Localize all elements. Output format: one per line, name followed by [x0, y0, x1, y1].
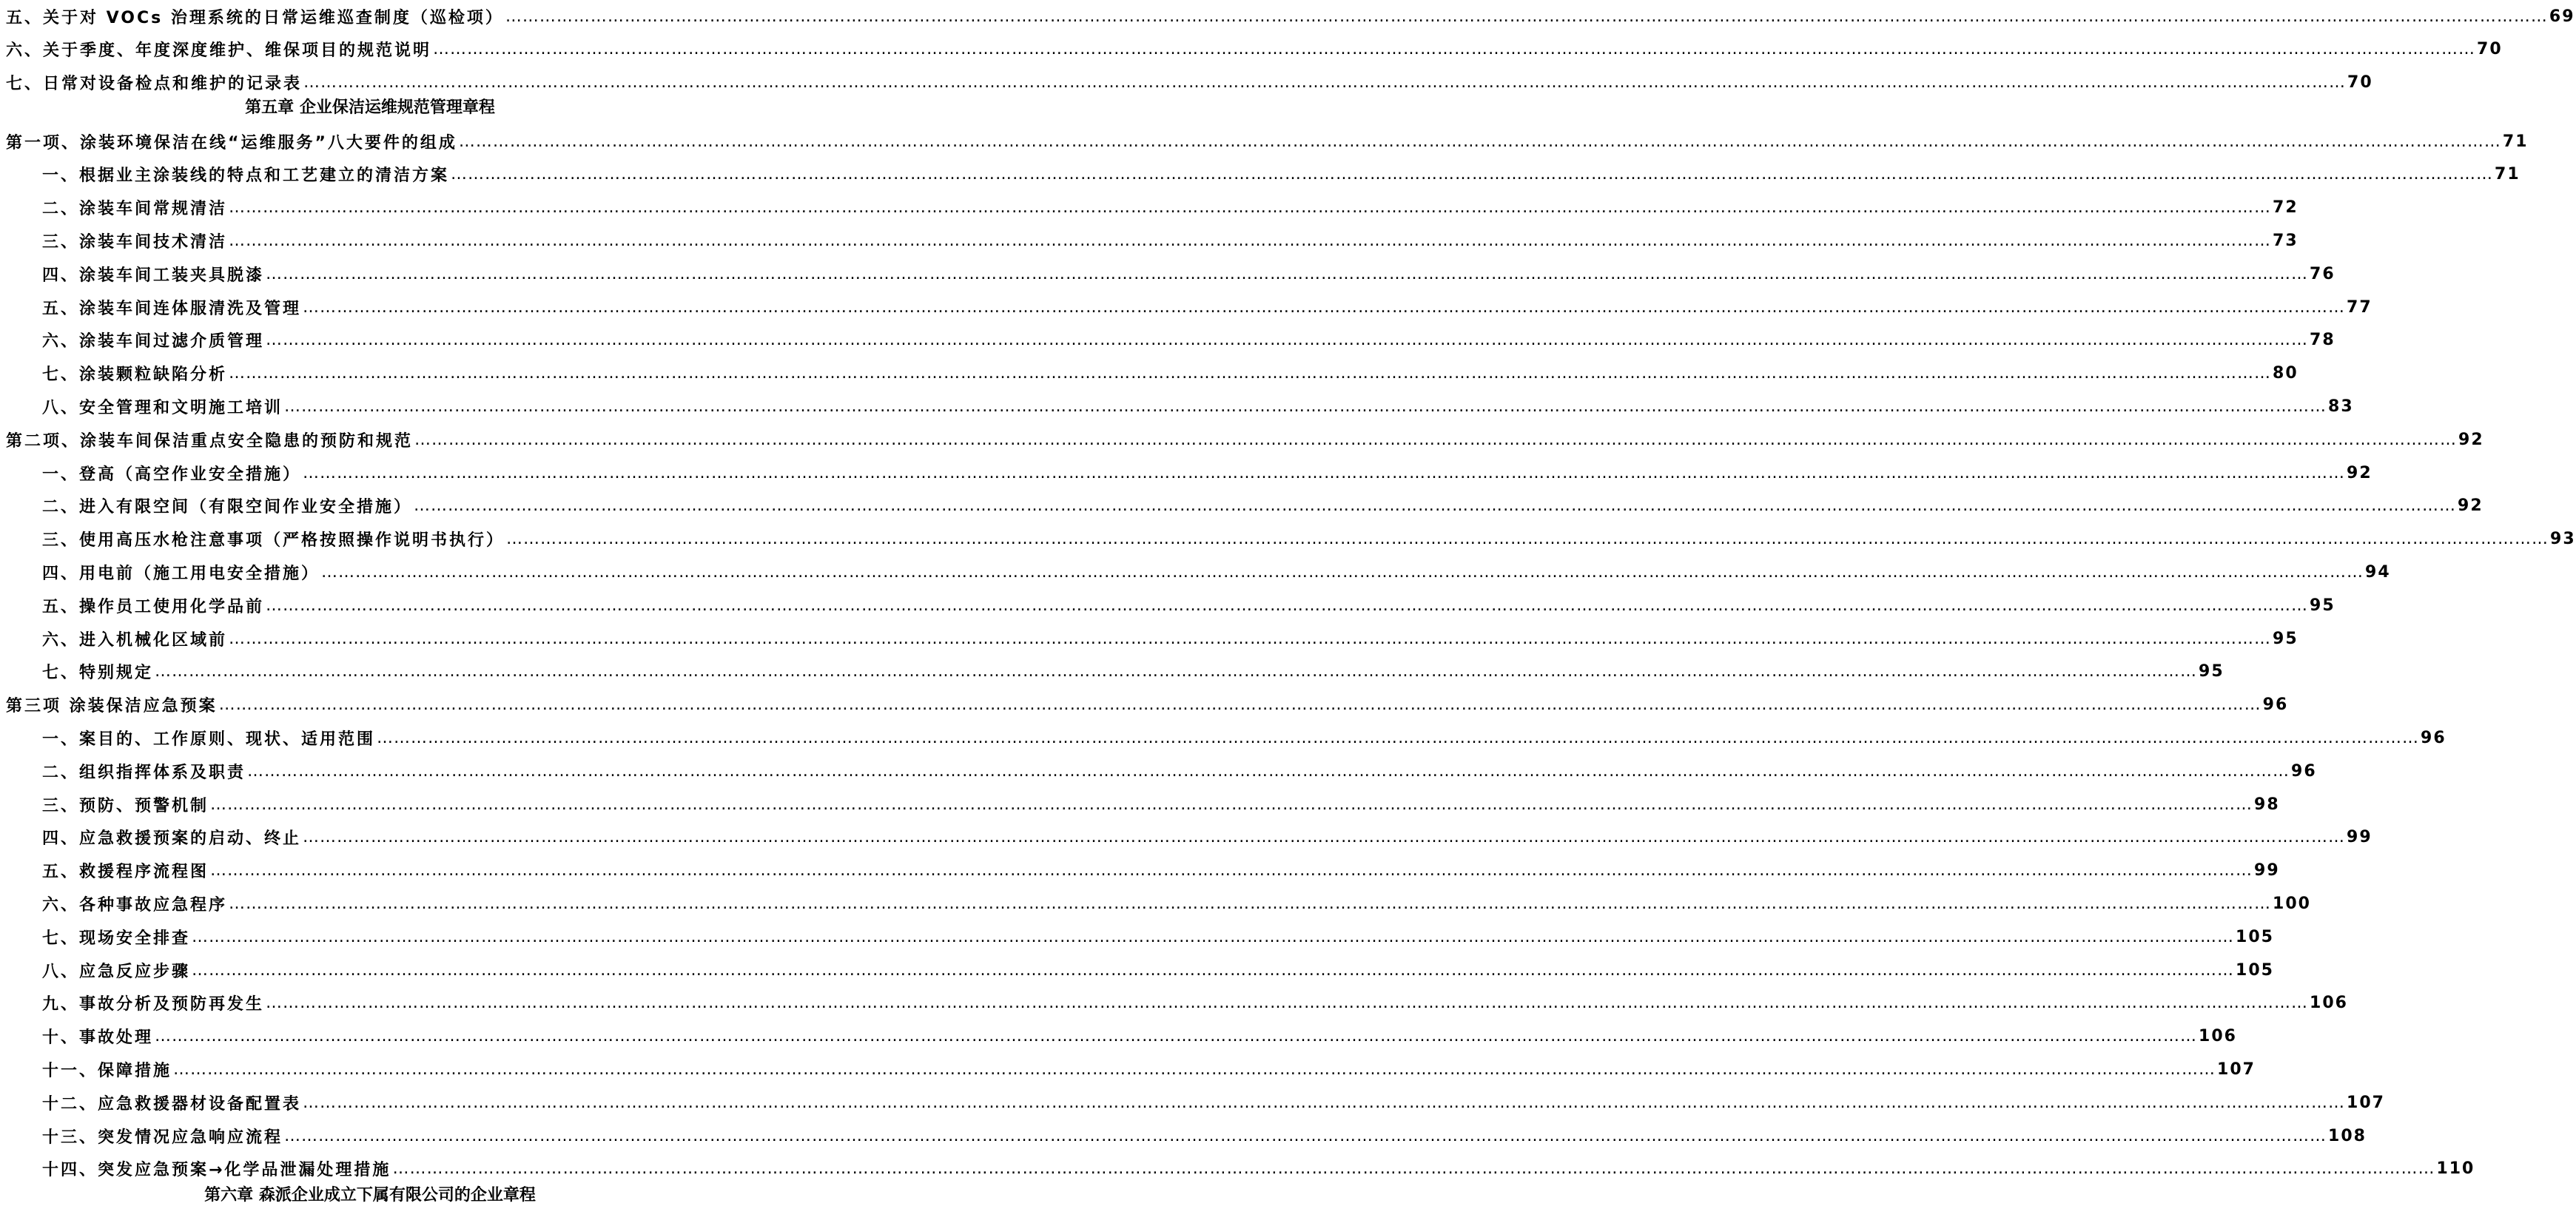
toc-entry-title: 三、涂装车间技术清洁: [42, 232, 228, 252]
dot-leader: ………………………………………………………………………………………………………………………………………………………………………………………………………………………………………………………………………………………………………………………………: [192, 960, 2235, 980]
toc-entry-page-number: 92: [2458, 496, 2483, 516]
toc-entry[interactable]: [42, 226, 2298, 255]
chapter-heading[interactable]: 第五章 企业保洁运维规范管理章程: [245, 98, 495, 117]
toc-entry-page-number: 107: [2217, 1060, 2256, 1079]
dot-leader: ………………………………………………………………………………………………………………………………………………………………………………………………………………………………………………………………………………………………………………………………: [303, 297, 2346, 317]
toc-entry[interactable]: [42, 856, 2280, 886]
toc-entry-page-number: 105: [2236, 927, 2274, 946]
dot-leader: ………………………………………………………………………………………………………………………………………………………………………………………………………………………………………………………………………………………………………………………………: [218, 696, 2261, 715]
toc-entry-title: 二、进入有限空间（有限空间作业安全措施）: [42, 498, 413, 517]
toc-entry-title: 十二、应急救援器材设备配置表: [42, 1094, 302, 1114]
toc-entry[interactable]: [6, 690, 2289, 720]
toc-entry[interactable]: [42, 292, 2372, 322]
toc-entry-page-number: 80: [2273, 364, 2298, 383]
toc-entry[interactable]: [6, 127, 2529, 156]
toc-entry-title: 二、组织指挥体系及职责: [42, 763, 246, 782]
toc-entry-page-number: 71: [2502, 132, 2529, 151]
toc-entry-title: 九、事故分析及预防再发生: [42, 995, 265, 1014]
toc-entry-page-number: 78: [2310, 331, 2335, 350]
toc-entry-page-number: 93: [2550, 530, 2576, 549]
toc-entry[interactable]: [42, 1154, 2475, 1184]
toc-entry-page-number: 71: [2495, 165, 2520, 184]
dot-leader: ………………………………………………………………………………………………………………………………………………………………………………………………………………………………………………………………………………………………………………………………: [210, 795, 2253, 814]
dot-leader: ………………………………………………………………………………………………………………………………………………………………………………………………………………………………………………………………………………………………………………………………: [266, 264, 2309, 283]
toc-entry[interactable]: [42, 458, 2372, 488]
toc-entry-page-number: 98: [2254, 795, 2280, 814]
toc-entry[interactable]: [42, 922, 2274, 952]
dot-leader: ………………………………………………………………………………………………………………………………………………………………………………………………………………………………………………………………………………………………………………………………: [505, 7, 2548, 26]
toc-entry-title: 四、应急救援预案的启动、终止: [42, 829, 302, 849]
dot-leader: ………………………………………………………………………………………………………………………………………………………………………………………………………………………………………………………………………………………………………………………………: [303, 1093, 2346, 1112]
toc-entry[interactable]: [42, 1022, 2237, 1051]
toc-entry[interactable]: [42, 789, 2280, 819]
toc-entry[interactable]: [42, 557, 2391, 587]
dot-leader: ………………………………………………………………………………………………………………………………………………………………………………………………………………………………………………………………………………………………………………………………: [321, 562, 2364, 582]
toc-entry[interactable]: [6, 425, 2484, 454]
dot-leader: ………………………………………………………………………………………………………………………………………………………………………………………………………………………………………………………………………………………………………………………………: [266, 994, 2309, 1013]
toc-entry-page-number: 73: [2273, 231, 2298, 250]
toc-entry-title: 十、事故处理: [42, 1028, 154, 1048]
toc-entry-title: 十一、保障措施: [42, 1061, 172, 1080]
toc-entry-page-number: 92: [2458, 430, 2484, 449]
dot-leader: ………………………………………………………………………………………………………………………………………………………………………………………………………………………………………………………………………………………………………………………………: [229, 231, 2272, 250]
toc-entry-title: 五、关于对 VOCs 治理系统的日常运维巡查制度（巡检项）: [6, 8, 504, 27]
toc-entry-page-number: 107: [2347, 1093, 2385, 1112]
toc-entry-page-number: 106: [2199, 1027, 2237, 1046]
toc-entry[interactable]: [42, 160, 2520, 189]
toc-entry[interactable]: [42, 326, 2335, 355]
toc-entry-title: 八、应急反应步骤: [42, 962, 191, 981]
toc-entry-page-number: 69: [2549, 7, 2575, 26]
toc-entry-page-number: 95: [2310, 596, 2335, 615]
toc-entry-title: 六、各种事故应急程序: [42, 895, 228, 915]
toc-entry[interactable]: [42, 1088, 2385, 1117]
toc-entry[interactable]: [42, 955, 2274, 985]
toc-entry-page-number: 100: [2273, 894, 2311, 913]
toc-entry[interactable]: [42, 657, 2224, 687]
dot-leader: ………………………………………………………………………………………………………………………………………………………………………………………………………………………………………………………………………………………………………………………………: [284, 1126, 2327, 1145]
dot-leader: ………………………………………………………………………………………………………………………………………………………………………………………………………………………………………………………………………………………………………………………………: [303, 828, 2346, 847]
toc-entry-title: 四、用电前（施工用电安全措施）: [42, 564, 320, 583]
toc-entry-page-number: 96: [2291, 761, 2317, 781]
toc-entry[interactable]: [42, 1054, 2256, 1084]
dot-leader: ………………………………………………………………………………………………………………………………………………………………………………………………………………………………………………………………………………………………………………………………: [229, 894, 2272, 913]
toc-entry-page-number: 83: [2328, 397, 2354, 416]
toc-entry-page-number: 99: [2347, 828, 2372, 847]
toc-entry-page-number: 96: [2421, 728, 2446, 747]
toc-entry-title: 七、日常对设备检点和维护的记录表: [6, 75, 303, 94]
toc-entry[interactable]: [42, 756, 2317, 786]
dot-leader: ………………………………………………………………………………………………………………………………………………………………………………………………………………………………………………………………………………………………………………………………: [173, 1060, 2216, 1079]
toc-entry-title: 六、涂装车间过滤介质管理: [42, 332, 265, 351]
dot-leader: ………………………………………………………………………………………………………………………………………………………………………………………………………………………………………………………………………………………………………………………………: [192, 927, 2235, 946]
toc-entry[interactable]: [42, 823, 2372, 852]
toc-entry-title: 六、关于季度、年度深度维护、维保项目的规范说明: [6, 41, 432, 61]
dot-leader: ………………………………………………………………………………………………………………………………………………………………………………………………………………………………………………………………………………………………………………………………: [247, 761, 2290, 781]
dot-leader: ………………………………………………………………………………………………………………………………………………………………………………………………………………………………………………………………………………………………………………………………: [155, 662, 2198, 681]
dot-leader: ………………………………………………………………………………………………………………………………………………………………………………………………………………………………………………………………………………………………………………………………: [392, 1159, 2435, 1179]
toc-entry[interactable]: [42, 193, 2298, 223]
toc-entry-page-number: 96: [2262, 696, 2289, 715]
dot-leader: ………………………………………………………………………………………………………………………………………………………………………………………………………………………………………………………………………………………………………………………………: [377, 728, 2420, 747]
toc-entry[interactable]: [42, 1121, 2367, 1151]
dot-leader: ………………………………………………………………………………………………………………………………………………………………………………………………………………………………………………………………………………………………………………………………: [451, 165, 2494, 184]
toc-entry-title: 五、救援程序流程图: [42, 863, 209, 882]
dot-leader: ………………………………………………………………………………………………………………………………………………………………………………………………………………………………………………………………………………………………………………………………: [506, 530, 2549, 549]
toc-entry-page-number: 94: [2365, 562, 2391, 582]
dot-leader: ………………………………………………………………………………………………………………………………………………………………………………………………………………………………………………………………………………………………………………………………: [458, 132, 2501, 151]
toc-entry-page-number: 76: [2310, 264, 2335, 283]
toc-entry-page-number: 99: [2254, 861, 2280, 880]
dot-leader: ………………………………………………………………………………………………………………………………………………………………………………………………………………………………………………………………………………………………………………………………: [414, 430, 2458, 449]
toc-entry[interactable]: [42, 525, 2576, 554]
toc-entry-page-number: 92: [2347, 463, 2372, 482]
toc-entry-title: 三、使用高压水枪注意事项（严格按照操作说明书执行）: [42, 531, 505, 550]
dot-leader: ………………………………………………………………………………………………………………………………………………………………………………………………………………………………………………………………………………………………………………………………: [266, 331, 2309, 350]
toc-entry[interactable]: [42, 889, 2311, 918]
toc-entry-title: 第二项、涂装车间保洁重点安全隐患的预防和规范: [6, 431, 414, 451]
toc-entry-title: 十三、突发情况应急响应流程: [42, 1128, 283, 1147]
toc-entry-title: 七、现场安全排查: [42, 929, 191, 948]
toc-entry-page-number: 106: [2310, 994, 2348, 1013]
dot-leader: ………………………………………………………………………………………………………………………………………………………………………………………………………………………………………………………………………………………………………………………………: [414, 496, 2457, 516]
toc-entry-page-number: 108: [2328, 1126, 2367, 1145]
dot-leader: ………………………………………………………………………………………………………………………………………………………………………………………………………………………………………………………………………………………………………………………………: [266, 596, 2309, 615]
toc-entry-title: 四、涂装车间工装夹具脱漆: [42, 266, 265, 285]
toc-entry-title: 三、预防、预警机制: [42, 796, 209, 815]
toc-entry-page-number: 70: [2347, 73, 2373, 92]
toc-entry[interactable]: [42, 391, 2354, 421]
toc-entry-title: 一、登高（高空作业安全措施）: [42, 465, 302, 484]
toc-entry-page-number: 70: [2477, 40, 2503, 59]
dot-leader: ………………………………………………………………………………………………………………………………………………………………………………………………………………………………………………………………………………………………………………………………: [433, 40, 2476, 59]
toc-entry[interactable]: [42, 624, 2298, 653]
toc-entry-page-number: 72: [2273, 198, 2298, 218]
dot-leader: ………………………………………………………………………………………………………………………………………………………………………………………………………………………………………………………………………………………………………………………………: [229, 364, 2272, 383]
toc-entry[interactable]: [42, 259, 2335, 289]
dot-leader: ………………………………………………………………………………………………………………………………………………………………………………………………………………………………………………………………………………………………………………………………: [229, 198, 2272, 218]
toc-entry-title: 一、根据业主涂装线的特点和工艺建立的清洁方案: [42, 166, 450, 186]
toc-entry[interactable]: [6, 68, 2373, 98]
dot-leader: ………………………………………………………………………………………………………………………………………………………………………………………………………………………………………………………………………………………………………………………………: [303, 463, 2346, 482]
dot-leader: ………………………………………………………………………………………………………………………………………………………………………………………………………………………………………………………………………………………………………………………………: [303, 73, 2347, 92]
toc-entry-title: 二、涂装车间常规清洁: [42, 200, 228, 219]
toc-entry-title: 七、涂装颗粒缺陷分析: [42, 366, 228, 385]
toc-entry-page-number: 110: [2436, 1159, 2475, 1179]
toc-entry[interactable]: [6, 35, 2503, 64]
toc-entry[interactable]: [42, 723, 2446, 752]
toc-entry[interactable]: [42, 989, 2348, 1018]
toc-entry-title: 五、涂装车间连体服清洗及管理: [42, 299, 302, 318]
chapter-heading[interactable]: 第六章 森派企业成立下属有限公司的企业章程: [204, 1186, 536, 1205]
dot-leader: ………………………………………………………………………………………………………………………………………………………………………………………………………………………………………………………………………………………………………………………………: [155, 1027, 2198, 1046]
toc-entry-page-number: 77: [2347, 297, 2372, 317]
toc-entry[interactable]: [42, 590, 2335, 620]
toc-entry-title: 一、案目的、工作原则、现状、适用范围: [42, 730, 376, 749]
toc-entry-title: 第三项 涂装保洁应急预案: [6, 697, 218, 716]
toc-entry-title: 六、进入机械化区域前: [42, 630, 228, 650]
toc-entry-title: 七、特别规定: [42, 664, 154, 683]
toc-entry[interactable]: [6, 1, 2575, 31]
dot-leader: ………………………………………………………………………………………………………………………………………………………………………………………………………………………………………………………………………………………………………………………………: [210, 861, 2253, 880]
toc-entry[interactable]: [42, 491, 2483, 521]
toc-entry-page-number: 95: [2199, 662, 2224, 681]
toc-entry-title: 八、安全管理和文明施工培训: [42, 398, 283, 417]
dot-leader: ………………………………………………………………………………………………………………………………………………………………………………………………………………………………………………………………………………………………………………………………: [229, 629, 2272, 648]
toc-entry-page-number: 95: [2273, 629, 2298, 648]
toc-entry-page-number: 105: [2236, 960, 2274, 980]
dot-leader: ………………………………………………………………………………………………………………………………………………………………………………………………………………………………………………………………………………………………………………………………: [284, 397, 2327, 416]
toc-entry-title: 十四、突发应急预案→化学品泄漏处理措施: [42, 1161, 391, 1180]
toc-entry[interactable]: [42, 359, 2298, 388]
toc-entry-title: 五、操作员工使用化学品前: [42, 597, 265, 616]
toc-entry-title: 第一项、涂装环境保洁在线“运维服务”八大要件的组成: [6, 133, 457, 152]
